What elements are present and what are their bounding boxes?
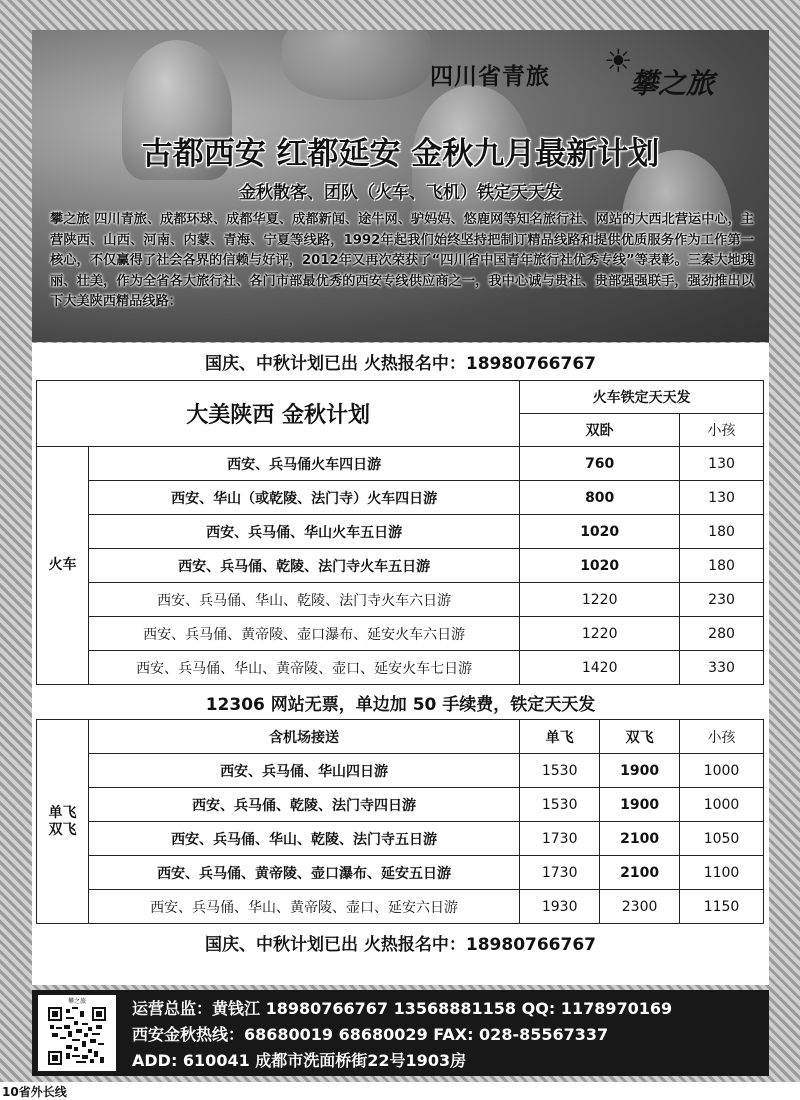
double-flight-price: 2300 (600, 890, 680, 924)
brand-name: 四川省青旅 (430, 64, 550, 90)
table-row (37, 583, 764, 617)
price-panel (32, 343, 769, 985)
table-row (37, 515, 764, 549)
table-row (37, 481, 764, 515)
child-price: 130 (680, 481, 764, 515)
contact-director: 运营总监：黄钱江 18980766767 13568881158 QQ: 1178970169 (132, 999, 673, 1018)
route-name: 西安、兵马俑、华山、乾陵、法门寺火车六日游 (88, 583, 519, 617)
mode-label-single: 单飞 (48, 804, 77, 821)
col-header-route: 含机场接送 (88, 720, 519, 754)
child-price: 130 (680, 447, 764, 481)
mode-label-double: 双飞 (48, 821, 77, 838)
col-header-child: 小孩 (680, 414, 764, 447)
contact-hotline: 西安金秋热线：68680019 68680029 FAX: 028-85567337 (132, 1025, 609, 1044)
child-price: 280 (680, 617, 764, 651)
route-name: 西安、华山（或乾陵、法门寺）火车四日游 (88, 481, 519, 515)
page-subtitle: 金秋散客、团队（火车、飞机）铁定天天发 (239, 183, 562, 203)
double-flight-price: 2100 (600, 856, 680, 890)
mode-label-train: 火车 (37, 447, 89, 685)
route-name: 西安、兵马俑、黄帝陵、壶口瀑布、延安火车六日游 (88, 617, 519, 651)
child-price: 330 (680, 651, 764, 685)
child-price: 1050 (680, 822, 764, 856)
train-section-title: 大美陕西 金秋计划 (37, 381, 520, 447)
single-flight-price: 1730 (520, 856, 600, 890)
price: 760 (520, 447, 680, 481)
route-name: 西安、兵马俑、黄帝陵、壶口瀑布、延安五日游 (88, 856, 519, 890)
col-header-single-flight: 单飞 (520, 720, 600, 754)
ticket-note: 12306 网站无票，单边加 50 手续费，铁定天天发 (205, 695, 596, 715)
child-price: 1000 (680, 754, 764, 788)
notice-top: 国庆、中秋计划已出 火热报名中：18980766767 (204, 354, 597, 374)
col-header-double-berth: 双卧 (520, 414, 680, 447)
child-price: 1150 (680, 890, 764, 924)
child-price: 1000 (680, 788, 764, 822)
single-flight-price: 1730 (520, 822, 600, 856)
notice-bottom: 国庆、中秋计划已出 火热报名中：18980766767 (204, 935, 597, 955)
route-name: 西安、兵马俑、华山、黄帝陵、壶口、延安六日游 (88, 890, 519, 924)
page-title: 古都西安 红都延安 金秋九月最新计划 (141, 136, 660, 172)
price: 1020 (520, 549, 680, 583)
logo-text: 攀之旅 (630, 67, 715, 100)
single-flight-price: 1530 (520, 754, 600, 788)
table-row (37, 822, 764, 856)
child-price: 180 (680, 549, 764, 583)
col-header-double-flight: 双飞 (600, 720, 680, 754)
table-row (37, 617, 764, 651)
page-label: 10省外长线 (2, 1085, 67, 1099)
route-name: 西安、兵马俑、乾陵、法门寺四日游 (88, 788, 519, 822)
price: 1220 (520, 583, 680, 617)
qr-code (38, 995, 116, 1071)
route-name: 西安、兵马俑、华山四日游 (88, 754, 519, 788)
double-flight-price: 1900 (600, 788, 680, 822)
price: 1220 (520, 617, 680, 651)
col-header-child: 小孩 (680, 720, 764, 754)
qr-code-icon (48, 1007, 106, 1065)
price: 1020 (520, 515, 680, 549)
child-price: 1100 (680, 856, 764, 890)
route-name: 西安、兵马俑、华山、乾陵、法门寺五日游 (88, 822, 519, 856)
child-price: 180 (680, 515, 764, 549)
double-flight-price: 2100 (600, 822, 680, 856)
qr-caption: 攀之旅 (67, 998, 86, 1005)
route-name: 西安、兵马俑、乾陵、法门寺火车五日游 (88, 549, 519, 583)
horse-statue-image (282, 30, 432, 100)
table-row (37, 651, 764, 685)
table-row (37, 856, 764, 890)
table-row (37, 788, 764, 822)
double-flight-price: 1900 (600, 754, 680, 788)
price: 1420 (520, 651, 680, 685)
price: 800 (520, 481, 680, 515)
contact-address: ADD: 610041 成都市洗面桥街22号1903房 (132, 1051, 467, 1070)
flight-price-table (36, 719, 764, 924)
table-row (37, 890, 764, 924)
contact-footer (32, 990, 769, 1076)
table-row (37, 754, 764, 788)
train-price-table (36, 380, 764, 685)
single-flight-price: 1930 (520, 890, 600, 924)
sunrise-icon: ☀ (604, 42, 633, 80)
route-name: 西安、兵马俑、华山、黄帝陵、壶口、延安火车七日游 (88, 651, 519, 685)
route-name: 西安、兵马俑、华山火车五日游 (88, 515, 519, 549)
route-name: 西安、兵马俑火车四日游 (88, 447, 519, 481)
single-flight-price: 1530 (520, 788, 600, 822)
table-row (37, 549, 764, 583)
train-group-header: 火车铁定天天发 (520, 381, 764, 414)
company-logo (600, 40, 730, 100)
intro-paragraph: 攀之旅 四川青旅、成都环球、成都华夏、成都新闻、途牛网、驴妈妈、悠鹿网等知名旅行社、网站的大西北营运中心，主营陕西、山西、河南、内蒙、青海、宁夏等线路，1992年起我们始终坚持把制订精品线路和提供优质服务作为工作第一核心，不仅赢得了社会各界的信赖与好评，2012年又再次荣获了“四川省中国青年旅行社优秀专线”等表彰。三秦大地瑰丽、壮美，作为全省各大旅行社、各门市部最优秀的西安专线供应商之一，我中心诚与贵社、贵部强强联手，强劲推出以下大美陕西精品线路： (50, 212, 754, 309)
mode-label-flight (37, 720, 89, 924)
child-price: 230 (680, 583, 764, 617)
table-row (37, 447, 764, 481)
